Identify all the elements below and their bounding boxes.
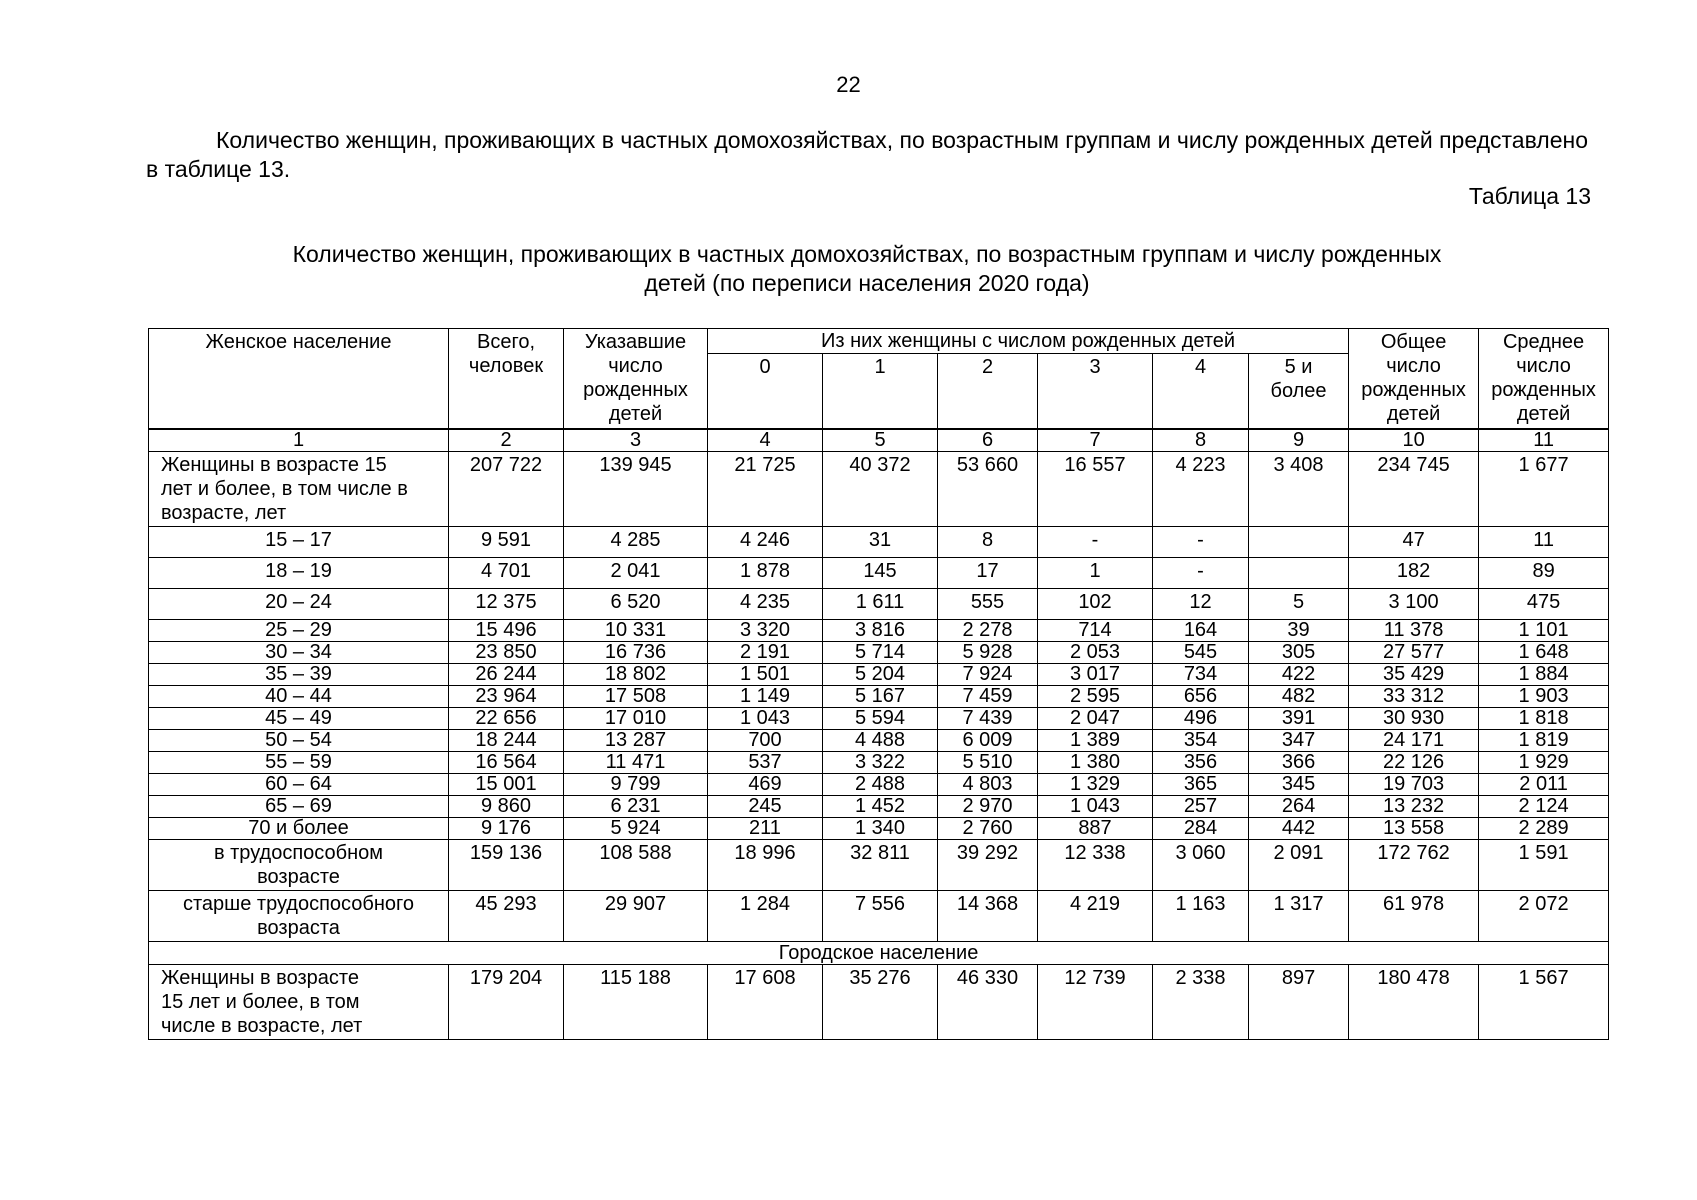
table-row <box>149 891 1609 942</box>
table-cell: 182 <box>1349 558 1479 589</box>
table-cell: 1 452 <box>823 796 938 818</box>
row-label <box>149 686 449 708</box>
row-label-line: возрасте <box>257 866 340 888</box>
row-label-line: старше трудоспособного <box>183 893 414 915</box>
column-number: 3 <box>564 429 708 452</box>
table-cell: 897 <box>1249 965 1349 1040</box>
table-cell: 5 928 <box>938 642 1038 664</box>
table-cell: 17 508 <box>564 686 708 708</box>
header-text: более <box>1270 380 1327 402</box>
table-cell: 164 <box>1153 620 1249 642</box>
row-label <box>149 730 449 752</box>
table-row <box>149 774 1609 796</box>
table-row <box>149 527 1609 558</box>
table-cell: 469 <box>708 774 823 796</box>
table-cell: 5 <box>1249 589 1349 620</box>
row-label <box>149 708 449 730</box>
table-cell: 26 244 <box>449 664 564 686</box>
table-cell: 1 043 <box>708 708 823 730</box>
header-children-4: 4 <box>1153 354 1249 430</box>
table-cell: 1 101 <box>1479 620 1609 642</box>
table-cell: 180 478 <box>1349 965 1479 1040</box>
table-cell: 18 244 <box>449 730 564 752</box>
header-children-1: 1 <box>823 354 938 430</box>
table-cell: 29 907 <box>564 891 708 942</box>
header-group-children-count: Из них женщины с числом рожденных детей <box>708 329 1349 354</box>
table-row <box>149 708 1609 730</box>
table-cell: - <box>1153 558 1249 589</box>
table-cell: 264 <box>1249 796 1349 818</box>
row-label <box>149 840 449 891</box>
table-row <box>149 452 1609 527</box>
table-cell: 17 608 <box>708 965 823 1040</box>
table-row <box>149 818 1609 840</box>
table-cell: 3 060 <box>1153 840 1249 891</box>
table-cell: 545 <box>1153 642 1249 664</box>
table-cell: 1 284 <box>708 891 823 942</box>
table-cell: 145 <box>823 558 938 589</box>
table-cell: 257 <box>1153 796 1249 818</box>
table-cell: 1 043 <box>1038 796 1153 818</box>
table-cell: 7 924 <box>938 664 1038 686</box>
table-cell: 8 <box>938 527 1038 558</box>
table-cell: 24 171 <box>1349 730 1479 752</box>
table-cell: 23 964 <box>449 686 564 708</box>
table-cell: 3 408 <box>1249 452 1349 527</box>
column-number: 4 <box>708 429 823 452</box>
column-number: 10 <box>1349 429 1479 452</box>
table-cell: 211 <box>708 818 823 840</box>
table-cell: 7 556 <box>823 891 938 942</box>
header-text: детей <box>608 403 663 425</box>
table-cell: 1 677 <box>1479 452 1609 527</box>
table-cell: 46 330 <box>938 965 1038 1040</box>
column-number-row <box>149 429 1609 452</box>
row-label-line: 40 – 44 <box>265 685 332 707</box>
column-number: 6 <box>938 429 1038 452</box>
table-cell: 61 978 <box>1349 891 1479 942</box>
table-cell: 22 126 <box>1349 752 1479 774</box>
table-cell: 1 163 <box>1153 891 1249 942</box>
table-cell: 5 714 <box>823 642 938 664</box>
section-urban-population: Городское население <box>149 942 1609 965</box>
table-cell: 356 <box>1153 752 1249 774</box>
table-row <box>149 965 1609 1040</box>
header-text: рожденных <box>1491 379 1596 401</box>
table-cell: 32 811 <box>823 840 938 891</box>
table-cell: 108 588 <box>564 840 708 891</box>
table-cell: 10 331 <box>564 620 708 642</box>
header-indicated-children <box>564 329 708 430</box>
header-row <box>149 329 1609 354</box>
column-number: 5 <box>823 429 938 452</box>
table-row <box>149 558 1609 589</box>
table-cell: 11 471 <box>564 752 708 774</box>
table-cell: 2 191 <box>708 642 823 664</box>
table-cell: 2 091 <box>1249 840 1349 891</box>
table-cell <box>1249 558 1349 589</box>
table-cell: 422 <box>1249 664 1349 686</box>
table-cell: 442 <box>1249 818 1349 840</box>
column-number: 8 <box>1153 429 1249 452</box>
table-cell: 2 053 <box>1038 642 1153 664</box>
women-children-table <box>148 328 1609 1040</box>
section-row <box>149 942 1609 965</box>
table-cell: 354 <box>1153 730 1249 752</box>
column-number: 1 <box>149 429 449 452</box>
table-cell: 5 204 <box>823 664 938 686</box>
table-cell: 31 <box>823 527 938 558</box>
table-cell: 734 <box>1153 664 1249 686</box>
row-label-line: 65 – 69 <box>265 795 332 817</box>
table-cell: 33 312 <box>1349 686 1479 708</box>
table-cell: - <box>1153 527 1249 558</box>
row-label-line: 70 и более <box>248 817 349 839</box>
header-total <box>449 329 564 430</box>
table-cell: 475 <box>1479 589 1609 620</box>
header-text: детей <box>1386 403 1441 425</box>
table-cell: 1 567 <box>1479 965 1609 1040</box>
table-title <box>146 240 1588 298</box>
table-cell: 2 760 <box>938 818 1038 840</box>
row-label <box>149 620 449 642</box>
table-cell: 53 660 <box>938 452 1038 527</box>
row-label-line: 35 – 39 <box>265 663 332 685</box>
table-cell: 12 739 <box>1038 965 1153 1040</box>
header-text: 5 и <box>1284 356 1313 378</box>
table-cell: 1 389 <box>1038 730 1153 752</box>
header-children-3: 3 <box>1038 354 1153 430</box>
table-cell: 19 703 <box>1349 774 1479 796</box>
table-cell: 1 929 <box>1479 752 1609 774</box>
table-cell: 3 322 <box>823 752 938 774</box>
row-label-line: возрасте, лет <box>161 502 287 524</box>
table-row <box>149 664 1609 686</box>
table-cell: 35 276 <box>823 965 938 1040</box>
header-children-0: 0 <box>708 354 823 430</box>
table-cell: 1 611 <box>823 589 938 620</box>
table-cell: 345 <box>1249 774 1349 796</box>
table-cell: 1 878 <box>708 558 823 589</box>
header-text: рожденных <box>583 379 688 401</box>
table-title-line: детей (по переписи населения 2020 года) <box>644 270 1090 296</box>
table-row <box>149 589 1609 620</box>
table-cell: 3 320 <box>708 620 823 642</box>
row-label-line: 30 – 34 <box>265 641 332 663</box>
table-row <box>149 796 1609 818</box>
table-cell: 4 488 <box>823 730 938 752</box>
row-label <box>149 452 449 527</box>
table-cell: 656 <box>1153 686 1249 708</box>
table-cell: 1 329 <box>1038 774 1153 796</box>
table-cell: 4 235 <box>708 589 823 620</box>
header-total-children <box>1349 329 1479 430</box>
row-label <box>149 527 449 558</box>
table-cell: 2 338 <box>1153 965 1249 1040</box>
table-cell: 1 884 <box>1479 664 1609 686</box>
table-cell: 391 <box>1249 708 1349 730</box>
table-cell: 2 041 <box>564 558 708 589</box>
column-number: 2 <box>449 429 564 452</box>
table-cell: 1 903 <box>1479 686 1609 708</box>
table-cell: 11 378 <box>1349 620 1479 642</box>
table-cell: 17 010 <box>564 708 708 730</box>
row-label <box>149 796 449 818</box>
header-text: число <box>1516 355 1571 377</box>
table-cell: 12 338 <box>1038 840 1153 891</box>
table-cell: 13 558 <box>1349 818 1479 840</box>
table-cell: 2 289 <box>1479 818 1609 840</box>
table-cell: 12 <box>1153 589 1249 620</box>
table-cell: 2 072 <box>1479 891 1609 942</box>
table-cell: 6 520 <box>564 589 708 620</box>
row-label-line: Женщины в возрасте 15 <box>161 454 387 476</box>
page-number: 22 <box>836 72 861 97</box>
table-cell: 35 429 <box>1349 664 1479 686</box>
table-row <box>149 752 1609 774</box>
table-cell: 40 372 <box>823 452 938 527</box>
column-number: 7 <box>1038 429 1153 452</box>
table-cell: 245 <box>708 796 823 818</box>
table-cell: 14 368 <box>938 891 1038 942</box>
header-children-2: 2 <box>938 354 1038 430</box>
table-cell: 7 439 <box>938 708 1038 730</box>
table-row <box>149 620 1609 642</box>
table-cell <box>1249 527 1349 558</box>
table-cell: 30 930 <box>1349 708 1479 730</box>
table-cell: 13 232 <box>1349 796 1479 818</box>
table-cell: 4 223 <box>1153 452 1249 527</box>
table-cell: 1 340 <box>823 818 938 840</box>
table-cell: 2 278 <box>938 620 1038 642</box>
table-cell: 1 819 <box>1479 730 1609 752</box>
table-cell: 366 <box>1249 752 1349 774</box>
table-cell: 2 047 <box>1038 708 1153 730</box>
table-cell: 1 380 <box>1038 752 1153 774</box>
row-label-line: 60 – 64 <box>265 773 332 795</box>
row-label-line: числе в возрасте, лет <box>161 1015 363 1037</box>
header-text: Всего, <box>477 331 535 353</box>
table-cell: 2 970 <box>938 796 1038 818</box>
table-cell: - <box>1038 527 1153 558</box>
table-cell: 39 292 <box>938 840 1038 891</box>
table-cell: 18 802 <box>564 664 708 686</box>
table-cell: 179 204 <box>449 965 564 1040</box>
row-label-line: Женщины в возрасте <box>161 967 359 989</box>
table-cell: 700 <box>708 730 823 752</box>
table-cell: 47 <box>1349 527 1479 558</box>
table-cell: 284 <box>1153 818 1249 840</box>
row-label <box>149 558 449 589</box>
row-label <box>149 589 449 620</box>
row-label-line: 15 – 17 <box>265 529 332 551</box>
table-cell: 9 799 <box>564 774 708 796</box>
table-cell: 16 736 <box>564 642 708 664</box>
table-cell: 11 <box>1479 527 1609 558</box>
row-label-line: 18 – 19 <box>265 560 332 582</box>
header-text: человек <box>468 355 544 377</box>
header-text: Общее <box>1380 331 1447 353</box>
table-label: Таблица 13 <box>1468 183 1591 209</box>
table-row <box>149 686 1609 708</box>
table-cell: 5 924 <box>564 818 708 840</box>
table-cell: 714 <box>1038 620 1153 642</box>
table-cell: 4 285 <box>564 527 708 558</box>
table-cell: 2 011 <box>1479 774 1609 796</box>
table-row <box>149 730 1609 752</box>
column-number: 9 <box>1249 429 1349 452</box>
table-cell: 887 <box>1038 818 1153 840</box>
table-cell: 12 375 <box>449 589 564 620</box>
table-cell: 305 <box>1249 642 1349 664</box>
table-cell: 89 <box>1479 558 1609 589</box>
table-cell: 102 <box>1038 589 1153 620</box>
table-cell: 4 803 <box>938 774 1038 796</box>
table-cell: 17 <box>938 558 1038 589</box>
table-cell: 6 009 <box>938 730 1038 752</box>
table-cell: 15 001 <box>449 774 564 796</box>
table-cell: 2 595 <box>1038 686 1153 708</box>
intro-paragraph: Количество женщин, проживающих в частных домохозяйствах, по возрастным группам и числу рожденных детей представлено в таблице 13. <box>146 127 1588 182</box>
header-text: Среднее <box>1502 331 1585 353</box>
row-label-line: 15 лет и более, в том <box>161 991 360 1013</box>
table-cell: 4 701 <box>449 558 564 589</box>
table-row <box>149 642 1609 664</box>
table-cell: 234 745 <box>1349 452 1479 527</box>
row-label-line: 50 – 54 <box>265 729 332 751</box>
table-title-line: Количество женщин, проживающих в частных домохозяйствах, по возрастным группам и числу рожденных <box>292 241 1442 267</box>
header-text: детей <box>1516 403 1571 425</box>
table-cell: 496 <box>1153 708 1249 730</box>
table-cell: 1 149 <box>708 686 823 708</box>
row-label-line: 55 – 59 <box>265 751 332 773</box>
table-cell: 2 124 <box>1479 796 1609 818</box>
table-cell: 6 231 <box>564 796 708 818</box>
table-cell: 1 648 <box>1479 642 1609 664</box>
table-cell: 139 945 <box>564 452 708 527</box>
table-cell: 159 136 <box>449 840 564 891</box>
table-cell: 16 557 <box>1038 452 1153 527</box>
table-cell: 1 317 <box>1249 891 1349 942</box>
table-cell: 347 <box>1249 730 1349 752</box>
table-row <box>149 840 1609 891</box>
table-cell: 7 459 <box>938 686 1038 708</box>
table-cell: 23 850 <box>449 642 564 664</box>
table-cell: 9 591 <box>449 527 564 558</box>
row-label <box>149 774 449 796</box>
table-cell: 39 <box>1249 620 1349 642</box>
table-cell: 5 167 <box>823 686 938 708</box>
row-label-line: в трудоспособном <box>213 842 384 864</box>
row-label <box>149 965 449 1040</box>
table-cell: 13 287 <box>564 730 708 752</box>
table-cell: 9 860 <box>449 796 564 818</box>
header-female-population: Женское население <box>149 329 449 430</box>
row-label-line: возраста <box>257 917 340 939</box>
table-cell: 4 219 <box>1038 891 1153 942</box>
table-cell: 21 725 <box>708 452 823 527</box>
header-text: Указавшие <box>584 331 687 353</box>
table-cell: 18 996 <box>708 840 823 891</box>
table-cell: 3 816 <box>823 620 938 642</box>
table-cell: 5 510 <box>938 752 1038 774</box>
column-number: 11 <box>1479 429 1609 452</box>
table-cell: 1 818 <box>1479 708 1609 730</box>
header-children-5plus <box>1249 354 1349 430</box>
table-cell: 1 <box>1038 558 1153 589</box>
table-cell: 27 577 <box>1349 642 1479 664</box>
table-cell: 172 762 <box>1349 840 1479 891</box>
table-cell: 3 100 <box>1349 589 1479 620</box>
row-label-line: 45 – 49 <box>265 707 332 729</box>
table-cell: 207 722 <box>449 452 564 527</box>
row-label-line: 20 – 24 <box>265 591 332 613</box>
row-label <box>149 664 449 686</box>
table-cell: 555 <box>938 589 1038 620</box>
table-cell: 482 <box>1249 686 1349 708</box>
table-cell: 16 564 <box>449 752 564 774</box>
table-cell: 1 501 <box>708 664 823 686</box>
table-cell: 3 017 <box>1038 664 1153 686</box>
table-cell: 45 293 <box>449 891 564 942</box>
row-label <box>149 752 449 774</box>
table-cell: 1 591 <box>1479 840 1609 891</box>
row-label <box>149 891 449 942</box>
table-cell: 115 188 <box>564 965 708 1040</box>
table-cell: 2 488 <box>823 774 938 796</box>
header-text: число <box>1386 355 1441 377</box>
header-average-children <box>1479 329 1609 430</box>
table-cell: 22 656 <box>449 708 564 730</box>
table-cell: 365 <box>1153 774 1249 796</box>
row-label-line: 25 – 29 <box>265 619 332 641</box>
table-cell: 537 <box>708 752 823 774</box>
row-label <box>149 818 449 840</box>
table-cell: 9 176 <box>449 818 564 840</box>
row-label-line: лет и более, в том числе в <box>161 478 408 500</box>
table-cell: 15 496 <box>449 620 564 642</box>
header-text: число <box>608 355 663 377</box>
header-text: рожденных <box>1361 379 1466 401</box>
row-label <box>149 642 449 664</box>
table-cell: 5 594 <box>823 708 938 730</box>
table-cell: 4 246 <box>708 527 823 558</box>
